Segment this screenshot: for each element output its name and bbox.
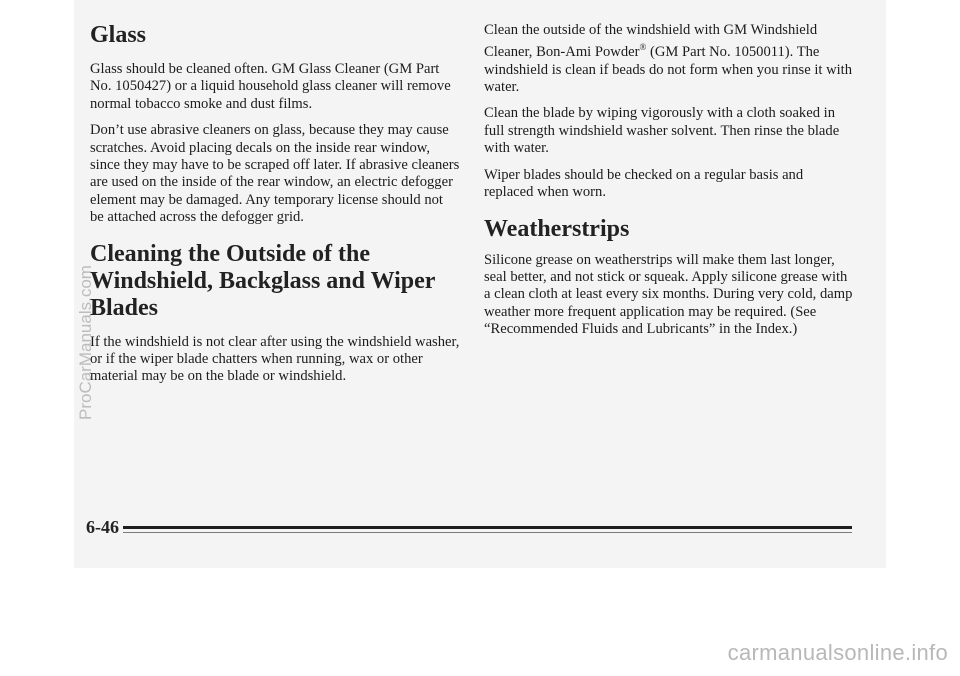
windshield-text-before: Clean the outside of the windshield with GM Windshield Cleaner, Bon-Ami Powder <box>484 22 818 61</box>
footer-rule <box>118 526 852 529</box>
weatherstrips-paragraph: Silicone grease on weatherstrips will make them last longer, seal better, and not stick or squeak. Apply silicone grease with a clean cloth at least every six months. During very cold, damp weather more frequent application may be required. (See “Recommended Fluids and Lubricants” in the Index.) <box>484 251 853 338</box>
side-watermark: ProCarManuals.com <box>76 265 95 420</box>
cleaning-heading: Cleaning the Outside of the Windshield, Backglass and Wiper Blades <box>90 240 436 321</box>
page-number: 6-46 <box>86 517 123 538</box>
left-column <box>90 22 460 395</box>
glass-paragraph-1: Glass should be cleaned often. GM Glass Cleaner (GM Part No. 1050427) or a liquid household glass cleaner will remove normal tobacco smoke and dust films. <box>90 61 451 112</box>
wiper-check-paragraph: Wiper blades should be checked on a regular basis and replaced when worn. <box>484 166 804 201</box>
blade-cleaning-paragraph: Clean the blade by wiping vigorously with a cloth soaked in full strength windshield washer solvent. Then rinse the blade with water. <box>484 105 840 157</box>
glass-heading: Glass <box>90 22 147 48</box>
windshield-text-after: (GM Part No. 1050011). The windshield is clean if beads do not form when you rinse it with water. <box>484 44 853 96</box>
glass-paragraph-2: Don’t use abrasive cleaners on glass, because they may cause scratches. Avoid placing decals on the inside rear window, since they may have to be scraped off later. If abrasive cleaners are used on the inside of the rear window, an electric defogger element may be damaged. Any temporary license should not be attached across the defogger grid. <box>90 122 460 226</box>
registered-mark: ® <box>639 42 647 53</box>
cleaning-paragraph-1: If the windshield is not clear after using the windshield washer, or if the wiper blade chatters when running, wax or other material may be on the blade or windshield. <box>90 333 460 385</box>
footer-rule-thin <box>118 532 852 533</box>
right-column <box>484 22 856 348</box>
windshield-cleaner-paragraph <box>484 22 856 96</box>
bottom-watermark: carmanualsonline.info <box>727 640 948 665</box>
weatherstrips-heading: Weatherstrips <box>484 215 630 242</box>
